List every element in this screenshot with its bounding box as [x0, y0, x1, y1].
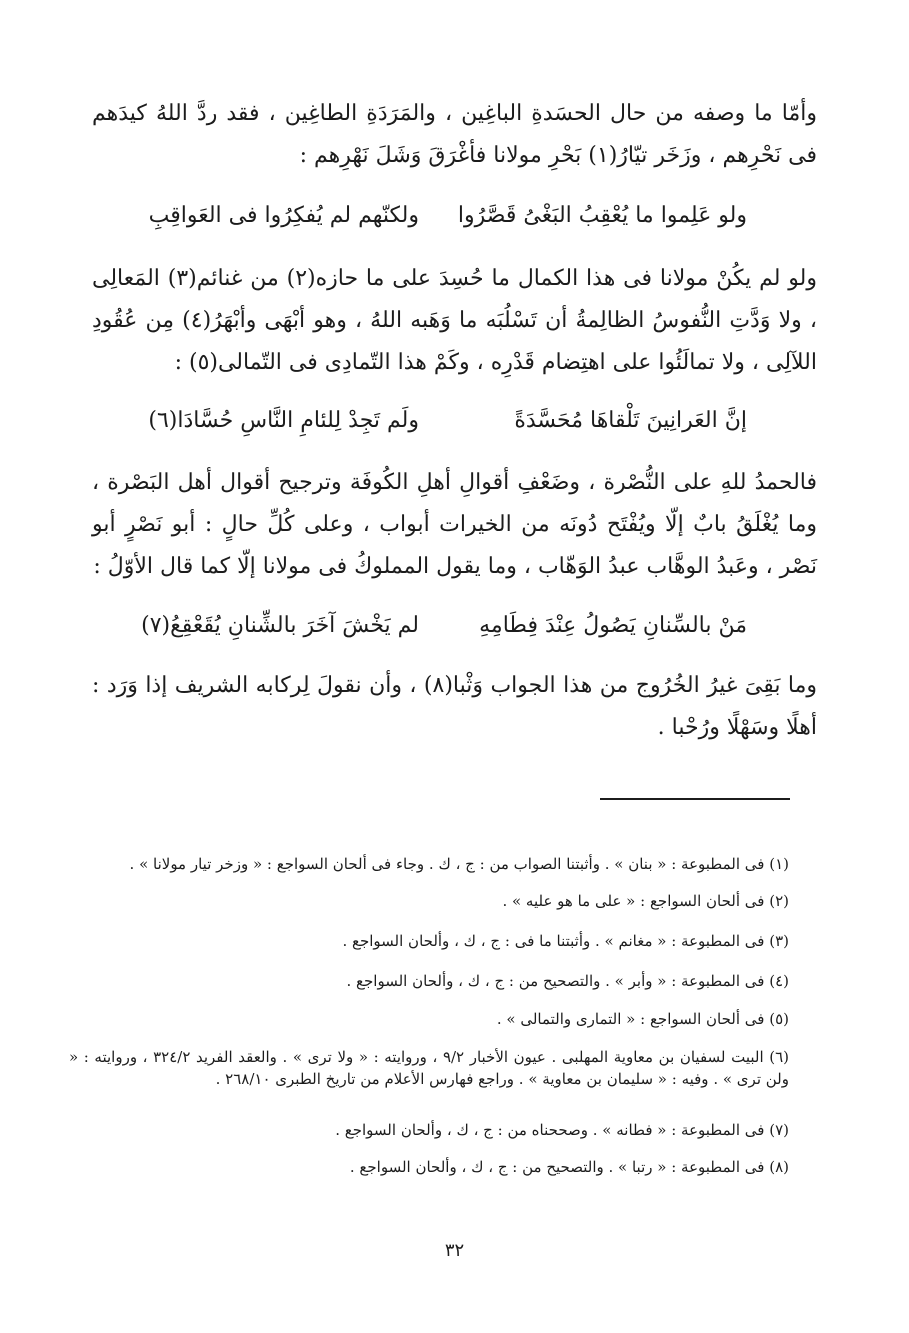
paragraph-1: وأمّا ما وصفه من حال الحسَدةِ الباغِين ، والمَرَدَةِ الطاغِين ، فقد ردَّ اللهُ كيدَهم فى نَحْرِهم ، وزَخَر تيّارُ(١) بَحْرِ مولانا فأغْرَقَ وَشَلَ نَهْرِهم :	[92, 101, 817, 168]
footnote-8: (٨) فى المطبوعة : « رتبا » . والتصحيح من : ج ، ك ، وألحان السواجع .	[349, 1158, 789, 1176]
footnote-separator	[600, 798, 790, 800]
footnote-6: (٦) البيت لسفيان بن معاوية المهلبى . عيون الأخبار ٩/٢ ، وروايته : « ولا ترى » . والعقد الفريد ٣٢٤/٢ ، وروايته : « ولن ترى » . وفيه : « سليمان بن معاوية » . وراجع فهارس الأعلام من تاريخ الطبرى ٢٦٨/١٠ .	[69, 1048, 789, 1088]
paragraph-4: وما بَقِىَ غيرُ الخُرُوج من هذا الجواب وَثْبا(٨) ، وأن نقولَ لِركابه الشريف إذا وَرَد : أهلًا وسَهْلًا ورُحْبا .	[92, 673, 817, 740]
verse-2-second-hemistich: ولَم تَجِدْ لِلئامِ النَّاسِ حُسَّادَا(٦)	[148, 408, 419, 433]
footnote-2: (٢) فى ألحان السواجع : « على ما هو عليه » .	[502, 892, 789, 910]
footnote-1: (١) فى المطبوعة : « بنان » . وأثبتنا الصواب من : ج ، ك . وجاء فى ألحان السواجع : « وزخر تيار مولانا » .	[129, 855, 789, 873]
verse-1-second-hemistich: ولكنّهم لم يُفكِرُوا فى العَواقِبِ	[148, 203, 419, 228]
verse-3	[92, 605, 817, 647]
verse-2	[92, 400, 817, 442]
paragraph-2: ولو لم يكُنْ مولانا فى هذا الكمال ما حُسِدَ على ما حازه(٢) من غنائم(٣) المَعالِى ، ولا وَدَّتِ النُّفوسُ الظالِمةُ أن تَسْلُبَه ما وَهَبه اللهُ ، وهو أبْهَى وأبْهَرُ(٤) مِن عُقُودِ اللآلِى ، ولا تمالَئُوا على اهتِضام قَدْرِه ، وكَمْ هذا التّمادِى فى التّمالى(٥) :	[92, 266, 818, 375]
verse-2-first-hemistich: إنَّ العَرانِينَ تَلْقاهَا مُحَسَّدَةً	[514, 408, 747, 433]
verse-3-first-hemistich: مَنْ بالسِّنانِ يَصُولُ عِنْدَ فِطَامِهِ	[479, 613, 747, 638]
footnote-4: (٤) فى المطبوعة : « وأبر » . والتصحيح من : ج ، ك ، وألحان السواجع .	[346, 972, 789, 990]
footnote-3: (٣) فى المطبوعة : « مغانم » . وأثبتنا ما فى : ج ، ك ، وألحان السواجع .	[342, 932, 789, 950]
page-number: ٣٢	[444, 1240, 465, 1261]
verse-1-first-hemistich: ولو عَلِموا ما يُعْقِبُ البَغْىُ قَصَّرُوا	[457, 203, 747, 228]
paragraph-3: فالحمدُ للهِ على النُّصْرة ، وضَعْفِ أقوالِ أهلِ الكُوفَة وترجيح أقوال أهل البَصْرة ، وما يُغْلَقُ بابٌ إلّا ويُفْتَح دُونَه من الخيرات أبواب ، وعلى كُلِّ حالٍ : أبو نَصْرٍ أبو نَصْر ، وعَبدُ الوهَّاب عبدُ الوَهّاب ، وما يقول المملوكُ فى مولانا إلّا كما قال الأوّلُ :	[92, 470, 818, 579]
verse-1	[92, 195, 817, 237]
verse-3-second-hemistich: لم يَخْشَ آخَرَ بالشِّنانِ يُقَعْقِعُ(٧)	[141, 613, 419, 638]
footnote-5: (٥) فى ألحان السواجع : « التمارى والتمالى » .	[496, 1010, 789, 1028]
footnote-7: (٧) فى المطبوعة : « فطانه » . وصححناه من : ج ، ك ، وألحان السواجع .	[335, 1121, 789, 1139]
